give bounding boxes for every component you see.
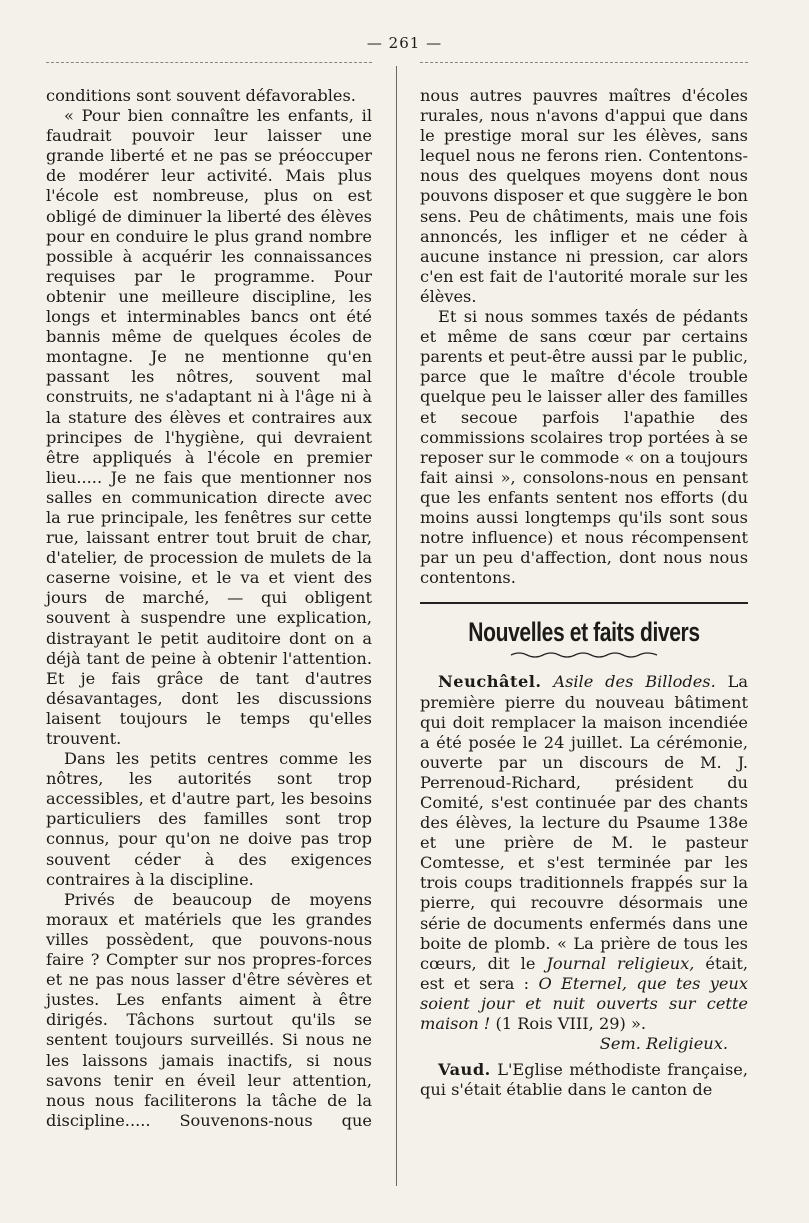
news-subject: Asile des Billodes. [553,672,716,692]
paragraph: conditions sont souvent défavorables. [46,86,356,105]
paragraph: Et si nous sommes taxés de pédants et même de sans cœur par certains parents et peut-être aussi par le public, parce que le maître d'école trouble quelque peu le laisser aller des familles et secoue parfois l'apathie des commissions scolaires trop portées à se reposer sur le commode « on a toujours fait ainsi », consolons-nous en pensant que les enfants sentent nos efforts (du moins aussi longtemps qu'ils sont sous notre influence) et nous récompensent par un peu d'affection, dont nous nous contentons. [420,307,748,588]
right-column [420,86,748,1100]
page-number: — 261 — [366,34,443,52]
news-place: Vaud. [438,1060,491,1080]
news-item-vaud [420,1060,748,1100]
news-item-neuchatel [420,672,748,1034]
ornament-divider [509,650,659,660]
paragraph: Dans les petits centres comme les nôtres, les autorités sont trop accessibles, et d'autre part, les besoins particuliers des familles sont trop connus, pour qu'on ne doive pas trop souvent céder à des exigences contraires à la discipline. [46,749,372,889]
section-rule [420,602,748,604]
news-text: (1 Rois VIII, 29) ». [495,1014,647,1034]
news-place: Neuchâtel. [438,672,542,692]
news-text: L'Eglise méthodiste française, qui s'était établie dans le canton de [420,1060,748,1100]
news-text: était, est et sera : [420,953,748,993]
paragraph: nous autres pauvres maîtres d'écoles rurales, nous n'avons d'appui que dans le prestige moral sur les élèves, sans lequel nous ne ferons rien. Contentons-nous des quelques moyens dont nous pouvons disposer et que suggère le bon sens. Peu de châtiments, mais une fois annoncés, les infliger et ne céder à aucune instance ni pression, car alors c'en est fait de l'autorité morale sur les élèves. [420,86,748,306]
paragraph: Privés de beaucoup de moyens moraux et matériels que les grandes villes possèdent, que pouvons-nous faire ? Compter sur nos propres-forces et ne pas nous lasser d'être sévères et justes. Les enfants aiment à être dirigés. Tâchons surtout qu'ils se sentent toujours surveillés. Si nous ne les laissons jamais inactifs, si nous savons tenir en éveil leur attention, nous nous faciliterons la tâche de la discipline..... Souvenons-nous que [46,889,372,1130]
top-rule-left [46,62,372,63]
column-divider [396,66,397,1186]
news-signature: Sem. Religieux. [599,1034,728,1054]
top-rule-right [420,62,748,63]
paragraph: « Pour bien connaître les enfants, il faudrait pouvoir leur laisser une grande liberté et ne pas se préoccuper de modérer leur activité. Mais plus l'école est nombreuse, plus on est obligé de diminuer la liberté des élèves pour en conduire le plus grand nombre possible à acquérir les connaissances requises par le programme. Pour obtenir une meilleure discipline, les longs et interminables bancs ont été bannis même de quelques écoles de montagne. Je ne mentionne qu'en passant les nôtres, souvent mal construits, ne s'adaptant ni à l'âge ni à la stature des élèves et contraires aux principes de l'hygiène, qui devraient être appliqués à l'école en premier lieu..... Je ne fais que mentionner nos salles en communication directe avec la rue principale, les fenêtres sur cette rue, laissant entrer tout bruit de char, d'atelier, de procession de mulets de la caserne voisine, et le va et vient des jours de marché, — qui obligent souvent à suspendre une explication, distrayant le petit auditoire dont on a déjà tant de peine à obtenir l'attention. Et je fais grâce de tant d'autres désavantages, dont les discussions laisent toujours le temps qu'elles trouvent. [46,106,372,748]
journal-name: Journal religieux, [546,953,695,973]
left-column [46,86,372,1131]
news-text: La première pierre du nouveau bâtiment qui doit remplacer la maison incendiée a été posée le 24 juillet. La cérémonie, ouverte par un discours de M. J. Perrenoud-Richard, président du Comité, s'est continuée par des chants des élèves, la lecture du Psaume 138e et une prière de M. le pasteur Comtesse, et s'est terminée par les trois coups traditionnels frappés sur la pierre, qui recouvre désormais une série de documents enfermés dans une boite de plomb. « La prière de tous les cœurs, dit le [420,672,748,973]
news-quote: O Eternel, que tes yeux soient jour et nuit ouverts sur cette maison ! [420,973,748,1034]
section-title: Nouvelles et faits divers [468,617,700,648]
